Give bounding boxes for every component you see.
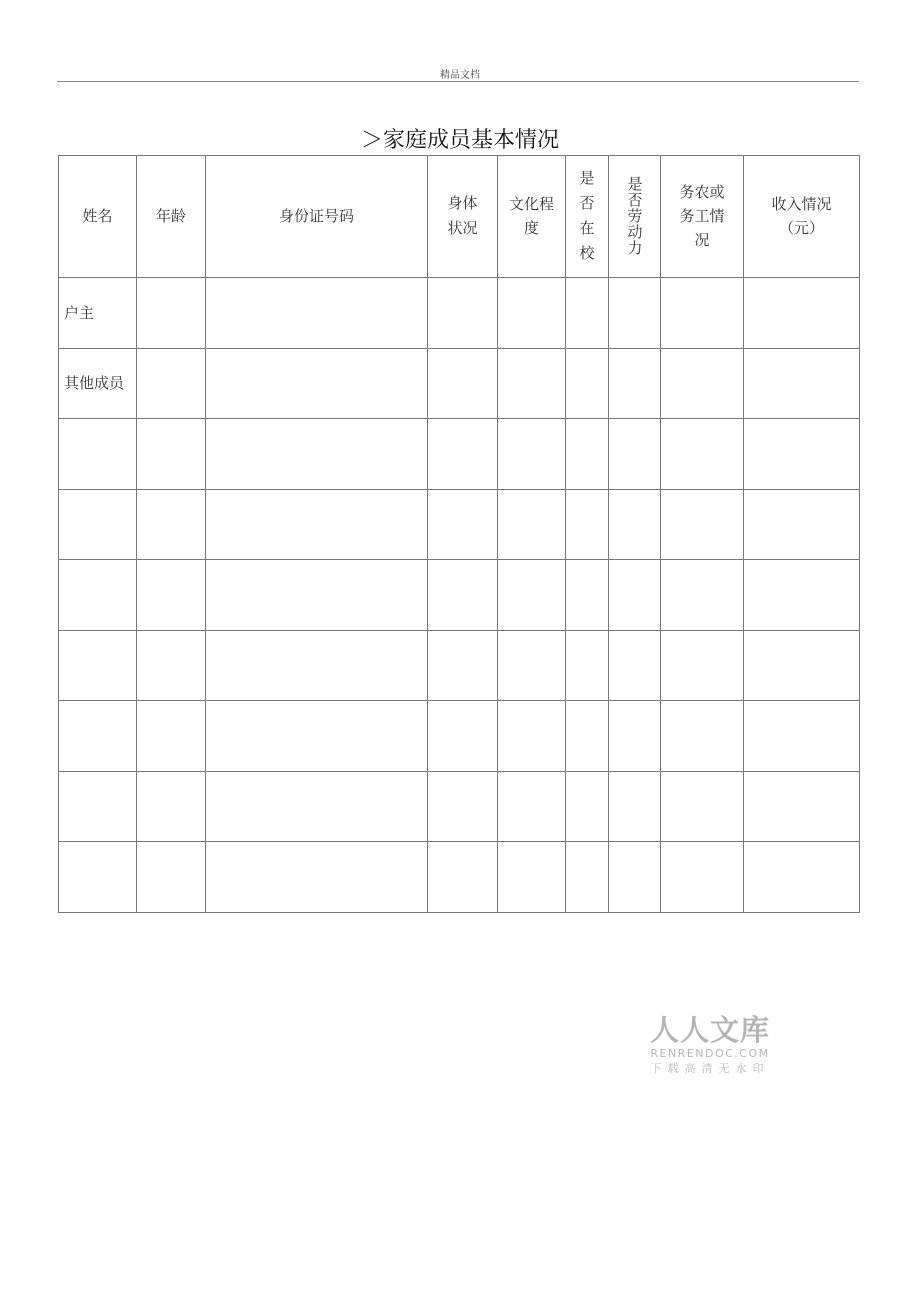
table-row [59, 489, 860, 560]
table-cell [609, 630, 661, 701]
table-cell [137, 630, 206, 701]
table-cell [609, 419, 661, 490]
row-label-other-members: 其他成员 [59, 348, 137, 419]
table-cell [59, 419, 137, 490]
table-cell [498, 277, 566, 348]
table-cell [566, 701, 609, 772]
table-cell [661, 348, 744, 419]
watermark-url: RENRENDOC.COM [650, 1047, 770, 1060]
table-cell [566, 560, 609, 631]
table-cell [59, 842, 137, 913]
column-header-health: 身体状况 [428, 156, 498, 278]
table-cell [566, 842, 609, 913]
table-cell [137, 348, 206, 419]
table-cell [744, 277, 860, 348]
column-header-work-status: 务农或务工情况 [661, 156, 744, 278]
table-cell [566, 277, 609, 348]
table-cell [206, 560, 428, 631]
table-cell [744, 419, 860, 490]
table-cell [566, 348, 609, 419]
column-header-labor-force: 是否劳动力 [609, 156, 661, 278]
table-cell [566, 771, 609, 842]
table-cell [59, 489, 137, 560]
table-cell [744, 701, 860, 772]
table-cell [744, 842, 860, 913]
table-cell [137, 560, 206, 631]
table-cell [428, 630, 498, 701]
table-cell [661, 277, 744, 348]
table-cell [498, 560, 566, 631]
table-cell [744, 560, 860, 631]
table-cell [609, 771, 661, 842]
table-cell [661, 489, 744, 560]
table-cell [137, 771, 206, 842]
table-cell [498, 701, 566, 772]
table-cell [137, 277, 206, 348]
table-cell [206, 489, 428, 560]
column-header-education: 文化程度 [498, 156, 566, 278]
table-cell [609, 489, 661, 560]
table-cell [744, 489, 860, 560]
column-header-name: 姓名 [59, 156, 137, 278]
table-cell [609, 842, 661, 913]
table-cell [137, 842, 206, 913]
table-row [59, 842, 860, 913]
table-cell [609, 560, 661, 631]
table-header-row [59, 156, 860, 278]
table-cell [428, 277, 498, 348]
table-cell [498, 842, 566, 913]
table-cell [744, 630, 860, 701]
watermark-logo: 人人文库 [649, 1013, 770, 1047]
table-cell [566, 419, 609, 490]
table-cell [661, 771, 744, 842]
table-row [59, 630, 860, 701]
table-cell [137, 701, 206, 772]
table-cell [498, 348, 566, 419]
table-cell [206, 348, 428, 419]
table-cell [206, 701, 428, 772]
table-row [59, 701, 860, 772]
table-cell [428, 419, 498, 490]
table-cell [498, 771, 566, 842]
table-row [59, 419, 860, 490]
table-cell [59, 560, 137, 631]
column-header-income: 收入情况（元） [744, 156, 860, 278]
table-cell [137, 419, 206, 490]
table-cell [206, 842, 428, 913]
column-header-age: 年龄 [137, 156, 206, 278]
watermark [640, 1013, 780, 1077]
family-members-table [58, 155, 860, 913]
table-cell [661, 630, 744, 701]
table-cell [661, 419, 744, 490]
table-cell [498, 630, 566, 701]
table-row [59, 560, 860, 631]
table-cell [609, 701, 661, 772]
column-header-in-school: 是否在校 [566, 156, 609, 278]
table-cell [566, 489, 609, 560]
table-row [59, 277, 860, 348]
table-row [59, 348, 860, 419]
table-cell [428, 842, 498, 913]
table-cell [428, 701, 498, 772]
table-cell [744, 348, 860, 419]
watermark-tagline: 下载高清无水印 [650, 1062, 770, 1075]
column-header-id-number: 身份证号码 [206, 156, 428, 278]
table-cell [661, 842, 744, 913]
table-cell [661, 560, 744, 631]
table-cell [428, 489, 498, 560]
row-label-head-of-household: 户主 [59, 277, 137, 348]
table-cell [137, 489, 206, 560]
page-header: 精品文档 [440, 70, 480, 81]
table-cell [59, 701, 137, 772]
header-rule [57, 81, 859, 82]
table-cell [206, 771, 428, 842]
table-cell [428, 560, 498, 631]
table-cell [609, 277, 661, 348]
table-cell [566, 630, 609, 701]
table-cell [498, 489, 566, 560]
table-cell [744, 771, 860, 842]
table-cell [609, 348, 661, 419]
table-cell [428, 771, 498, 842]
table-cell [498, 419, 566, 490]
table-cell [206, 630, 428, 701]
page-title: ＞家庭成员基本情况 [360, 128, 559, 153]
table-cell [59, 630, 137, 701]
table-cell [206, 419, 428, 490]
table-cell [661, 701, 744, 772]
table-cell [428, 348, 498, 419]
table-cell [59, 771, 137, 842]
table-cell [206, 277, 428, 348]
table-row [59, 771, 860, 842]
